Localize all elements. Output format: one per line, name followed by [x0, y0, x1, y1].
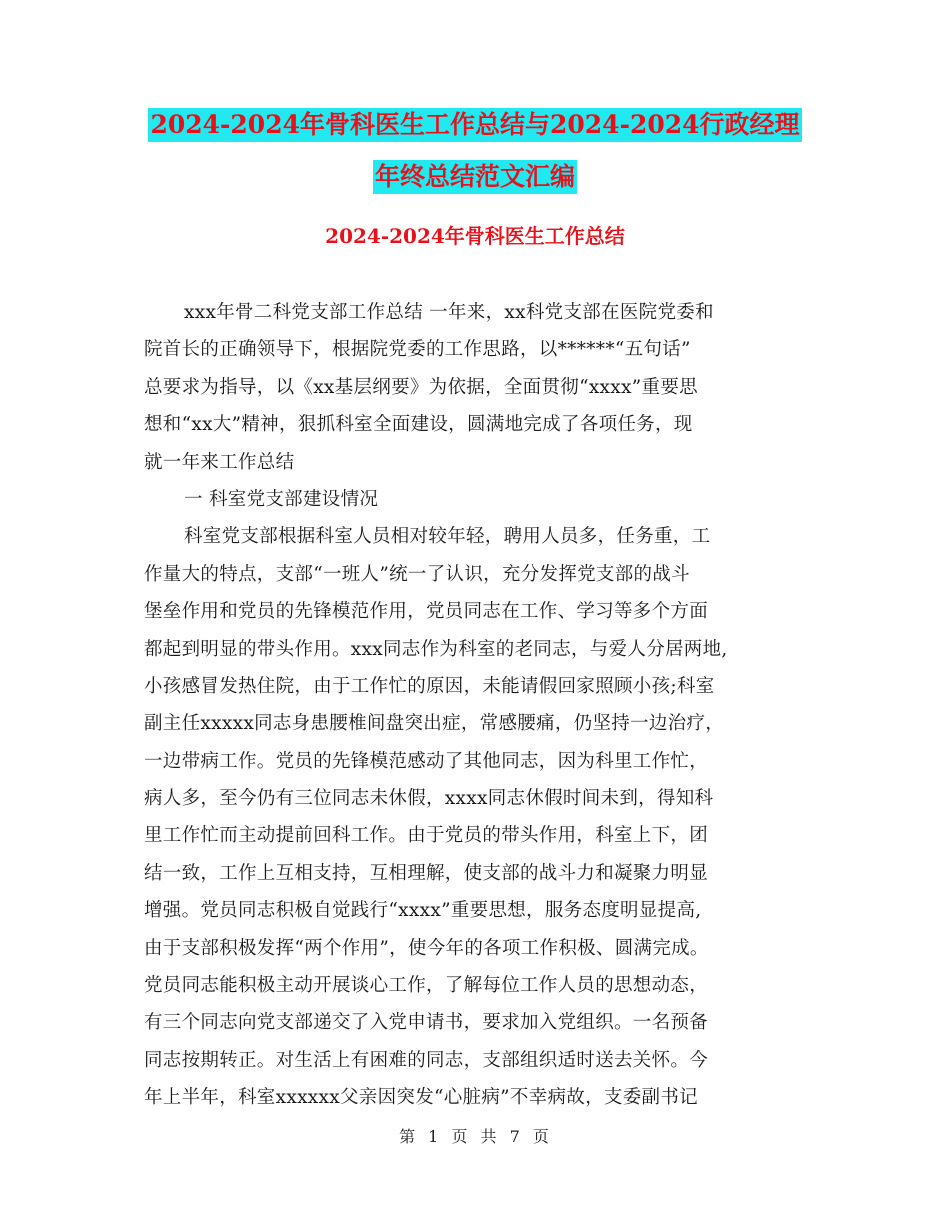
section-heading: 2024-2024年骨科医生工作总结	[325, 224, 625, 248]
document-title	[0, 108, 950, 212]
paragraph-line: 里工作忙而主动提前回科工作。由于党员的带头作用，科室上下，团	[144, 825, 709, 847]
title-line-2: 年终总结范文汇编	[373, 160, 577, 194]
paragraph-line: 就一年来工作总结	[144, 451, 295, 473]
paragraph-line: 小孩感冒发热住院，由于工作忙的原因，未能请假回家照顾小孩;科室	[144, 675, 715, 697]
paragraph-line: 想和“xx大”精神，狠抓科室全面建设，圆满地完成了各项任务，现	[144, 414, 693, 436]
title-line-1: 2024-2024年骨科医生工作总结与2024-2024行政经理	[148, 108, 801, 142]
paragraph-line: 作量大的特点，支部“一班人”统一了认识，充分发挥党支部的战斗	[144, 563, 690, 585]
paragraph-line: 病人多，至今仍有三位同志未休假，xxxx同志休假时间未到，得知科	[144, 788, 714, 810]
paragraph-line: 年上半年，科室xxxxxx父亲因突发“心脏病”不幸病故，支委副书记	[144, 1087, 698, 1109]
paragraph-line: 院首长的正确领导下，根据院党委的工作思路，以******“五句话”	[144, 339, 691, 361]
paragraph-line: 有三个同志向党支部递交了入党申请书，要求加入党组织。一名预备	[144, 1012, 709, 1034]
paragraph-line: 副主任xxxxx同志身患腰椎间盘突出症，常感腰痛，仍坚持一边治疗，	[144, 713, 725, 735]
paragraph-line: 一边带病工作。党员的先锋模范感动了其他同志，因为科里工作忙，	[144, 750, 709, 772]
paragraph-line: xxx年骨二科党支部工作总结 一年来，xx科党支部在医院党委和	[184, 302, 714, 323]
body-text	[144, 294, 814, 1117]
paragraph-line: 总要求为指导，以《xx基层纲要》为依据，全面贯彻“xxxx”重要思	[144, 376, 698, 398]
paragraph-line: 都起到明显的带头作用。xxx同志作为科室的老同志，与爱人分居两地,	[144, 638, 728, 660]
paragraph-line: 增强。党员同志积极自觉践行“xxxx”重要思想，服务态度明显提高,	[144, 900, 702, 922]
section-subheading: 一 科室党支部建设情况	[184, 488, 379, 510]
paragraph-line: 党员同志能积极主动开展谈心工作，了解每位工作人员的思想动态，	[144, 975, 709, 997]
paragraph-line: 结一致，工作上互相支持，互相理解，使支部的战斗力和凝聚力明显	[144, 862, 709, 884]
paragraph-line: 由于支部积极发挥“两个作用”，使今年的各项工作积极、圆满完成。	[144, 937, 709, 959]
paragraph-line: 堡垒作用和党员的先锋模范作用，党员同志在工作、学习等多个方面	[144, 601, 709, 623]
paragraph-line: 同志按期转正。对生活上有困难的同志，支部组织适时送去关怀。今	[144, 1049, 709, 1071]
paragraph-line: 科室党支部根据科室人员相对较年轻，聘用人员多，任务重，工	[184, 526, 711, 548]
page-footer: 第 1 页 共 7 页	[399, 1127, 551, 1146]
